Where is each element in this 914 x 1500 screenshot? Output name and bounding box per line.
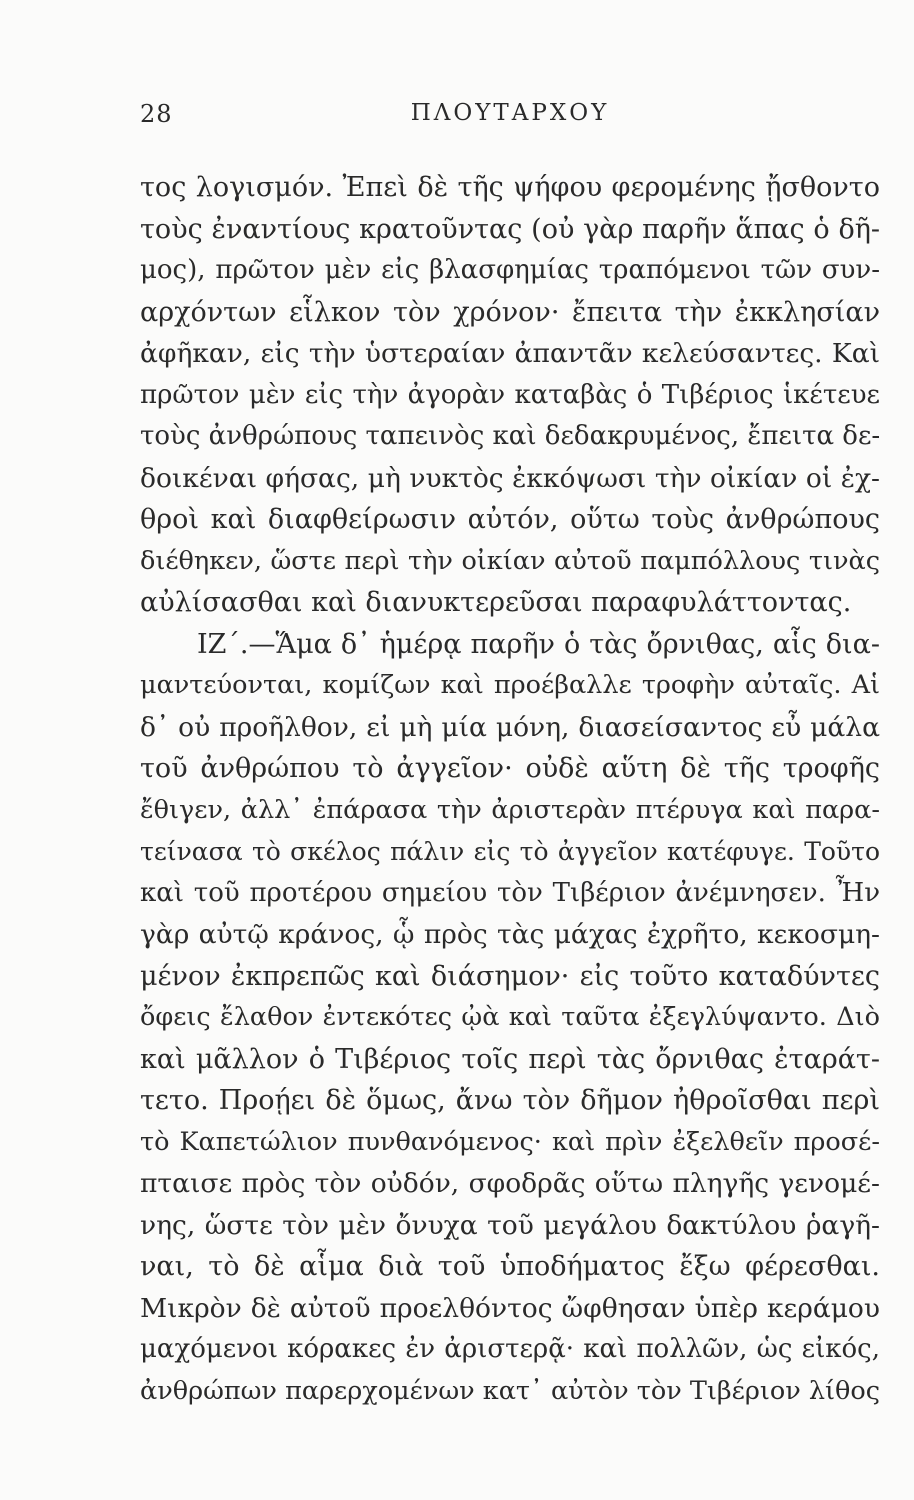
text-line: ἀνθρώπων παρερχομένων κατ᾽ αὐτὸν τὸν Τιβέριον λίθος <box>140 1375 880 1406</box>
section-start-line: ΙΖ΄.—Ἅμα δ᾽ ἡμέρᾳ παρῆν ὁ τὰς ὄρνιθας, αἷς δια- <box>197 628 880 660</box>
text-line: πρῶτον μὲν εἰς τὴν ἀγορὰν καταβὰς ὁ Τιβέριος ἱκέτευε <box>140 379 880 410</box>
text-line: γὰρ αὐτῷ κράνος, ᾧ πρὸς τὰς μάχας ἐχρῆτο, κεκοσμη- <box>140 919 880 950</box>
text-line: καὶ μᾶλλον ὁ Τιβέριος τοῖς περὶ τὰς ὄρνιθας ἐταράτ- <box>140 1043 880 1075</box>
text-line: δ᾽ οὐ προῆλθον, εἰ μὴ μία μόνη, διασείσαντος εὖ μάλα <box>140 711 880 743</box>
text-line: τοὺς ἀνθρώπους ταπεινὸς καὶ δεδακρυμένος, ἔπειτα δε- <box>140 421 881 451</box>
text-line: καὶ τοῦ προτέρου σημείου τὸν Τιβέριον ἀνέμνησεν. Ἦν <box>140 877 880 908</box>
text-line: ἀφῆκαν, εἰς τὴν ὑστεραίαν ἀπαντᾶν κελεύσαντες. Καὶ <box>140 338 880 369</box>
text-line: θροὶ καὶ διαφθείρωσιν αὐτόν, οὕτω τοὺς ἀνθρώπους <box>140 504 880 535</box>
text-line: τος λογισμόν. Ἐπεὶ δὲ τῆς ψήφου φερομένης ᾔσθοντο <box>140 172 880 203</box>
text-line: δοικέναι φήσας, μὴ νυκτὸς ἐκκόψωσι τὴν οἰκίαν οἱ ἐχ- <box>140 462 880 494</box>
text-line: αὐλίσασθαι καὶ διανυκτερεῦσαι παραφυλάττοντας. <box>140 587 852 618</box>
text-line: τείνασα τὸ σκέλος πάλιν εἰς τὸ ἀγγεῖον κατέφυγε. Τοῦτο <box>140 837 880 866</box>
body-text <box>140 167 880 1412</box>
text-line: τετο. Προῄει δὲ ὅμως, ἄνω τὸν δῆμον ἠθροῖσθαι περὶ <box>140 1085 880 1116</box>
running-head: ΠΛΟΥΤΑΡΧΟΥ <box>410 100 610 126</box>
text-line: ναι, τὸ δὲ αἷμα διὰ τοῦ ὑποδήματος ἔξω φέρεσθαι. <box>140 1251 880 1282</box>
text-line: ὄφεις ἔλαθον ἐντεκότες ᾠὰ καὶ ταῦτα ἐξεγλύψαντο. Διὸ <box>140 1002 880 1032</box>
text-line: μαχόμενοι κόρακες ἐν ἀριστερᾷ· καὶ πολλῶν, ὡς εἰκός, <box>140 1334 880 1364</box>
text-line: πταισε πρὸς τὸν οὐδόν, σφοδρᾶς οὕτω πληγῆς γενομέ- <box>140 1168 880 1199</box>
text-line: τοῦ ἀνθρώπου τὸ ἀγγεῖον· οὐδὲ αὕτη δὲ τῆς τροφῆς <box>140 753 880 784</box>
text-line: μένον ἐκπρεπῶς καὶ διάσημον· εἰς τοῦτο καταδύντες <box>140 960 880 992</box>
text-line: νης, ὥστε τὸν μὲν ὄνυχα τοῦ μεγάλου δακτύλου ῥαγῆ- <box>140 1209 880 1241</box>
text-line: τοὺς ἐναντίους κρατοῦντας (οὐ γὰρ παρῆν ἅπας ὁ δῆ- <box>140 213 880 245</box>
page-header <box>140 100 880 150</box>
text-line: ἔθιγεν, ἀλλ᾽ ἐπάρασα τὴν ἀριστερὰν πτέρυγα καὶ παρα- <box>140 794 880 825</box>
text-line: αρχόντων εἷλκον τὸν χρόνον· ἔπειτα τὴν ἐκκλησίαν <box>140 296 880 328</box>
page-number: 28 <box>140 100 173 128</box>
text-line: διέθηκεν, ὥστε περὶ τὴν οἰκίαν αὐτοῦ παμπόλλους τινὰς <box>140 545 880 576</box>
text-line: τὸ Καπετώλιον πυνθανόμενος· καὶ πρὶν ἐξελθεῖν προσέ- <box>140 1126 880 1157</box>
text-line: μαντεύονται, κομίζων καὶ προέβαλλε τροφὴν αὐταῖς. Αἱ <box>140 670 880 700</box>
text-line: μος), πρῶτον μὲν εἰς βλασφημίας τραπόμενοι τῶν συν- <box>140 255 880 285</box>
text-line: Μικρὸν δὲ αὐτοῦ προελθόντος ὤφθησαν ὑπὲρ κεράμου <box>140 1292 880 1324</box>
